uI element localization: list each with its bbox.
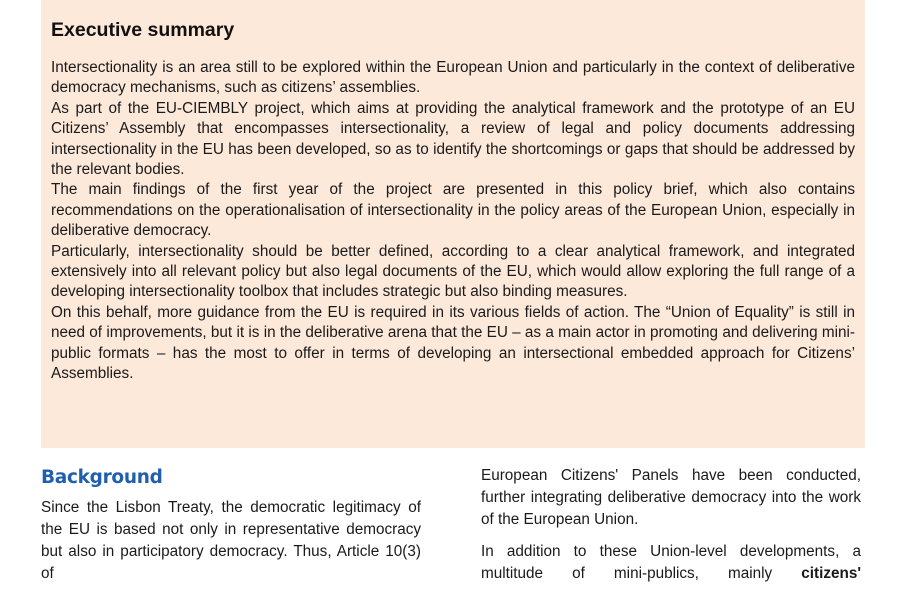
summary-paragraph: The main findings of the first year of the project are presented in this policy brief, which also contains recommendations on the operationalisation of intersectionality in the policy areas of the European Union, especially in deliberative democracy. xyxy=(51,181,855,240)
left-column xyxy=(41,465,421,585)
summary-paragraph: Intersectionality is an area still to be explored within the European Union and particularly in the context of deliberative democracy mechanisms, such as citizens’ assemblies. xyxy=(51,59,855,97)
summary-paragraph: As part of the EU-CIEMBLY project, which aims at providing the analytical framework and the prototype of an EU Citizens’ Assembly that encompasses intersectionality, a review of legal and policy documents addressing intersectionality in the EU has been developed, so as to identify the shortcomings or gaps that should be addressed by the relevant bodies. xyxy=(51,99,855,179)
executive-summary-title: Executive summary xyxy=(51,19,235,41)
background-paragraph: Since the Lisbon Treaty, the democratic legitimacy of the EU is based not only in representative democracy but also in participatory democracy. Thus, Article 10(3) of xyxy=(41,499,421,582)
mini-publics-text: In addition to these Union-level developments, a multitude of mini-publics, mainly xyxy=(481,543,861,582)
mini-publics-paragraph xyxy=(481,541,861,585)
summary-paragraph: Particularly, intersectionality should be better defined, according to a clear analytical framework, and integrated extensively into all relevant policy but also legal documents of the EU, which would allow exploring the full range of a developing intersectionality toolbox that includes strategic but also binding measures. xyxy=(51,242,855,301)
citizens-bold-term: citizens' xyxy=(801,565,861,582)
background-heading: Background xyxy=(41,467,163,488)
right-column xyxy=(481,465,861,585)
executive-summary-box xyxy=(41,0,865,448)
summary-paragraph: On this behalf, more guidance from the EU is required in its various fields of action. The “Union of Equality” is still in need of improvements, but it is in the deliberative arena that the EU – as a main actor in promoting and delivering mini-public formats – has the most to offer in terms of developing an intersectional embedded approach for Citizens’ Assemblies. xyxy=(51,303,855,383)
citizens-panels-paragraph: European Citizens' Panels have been conducted, further integrating deliberative democracy into the work of the European Union. xyxy=(481,467,861,528)
executive-summary-body xyxy=(51,58,855,385)
